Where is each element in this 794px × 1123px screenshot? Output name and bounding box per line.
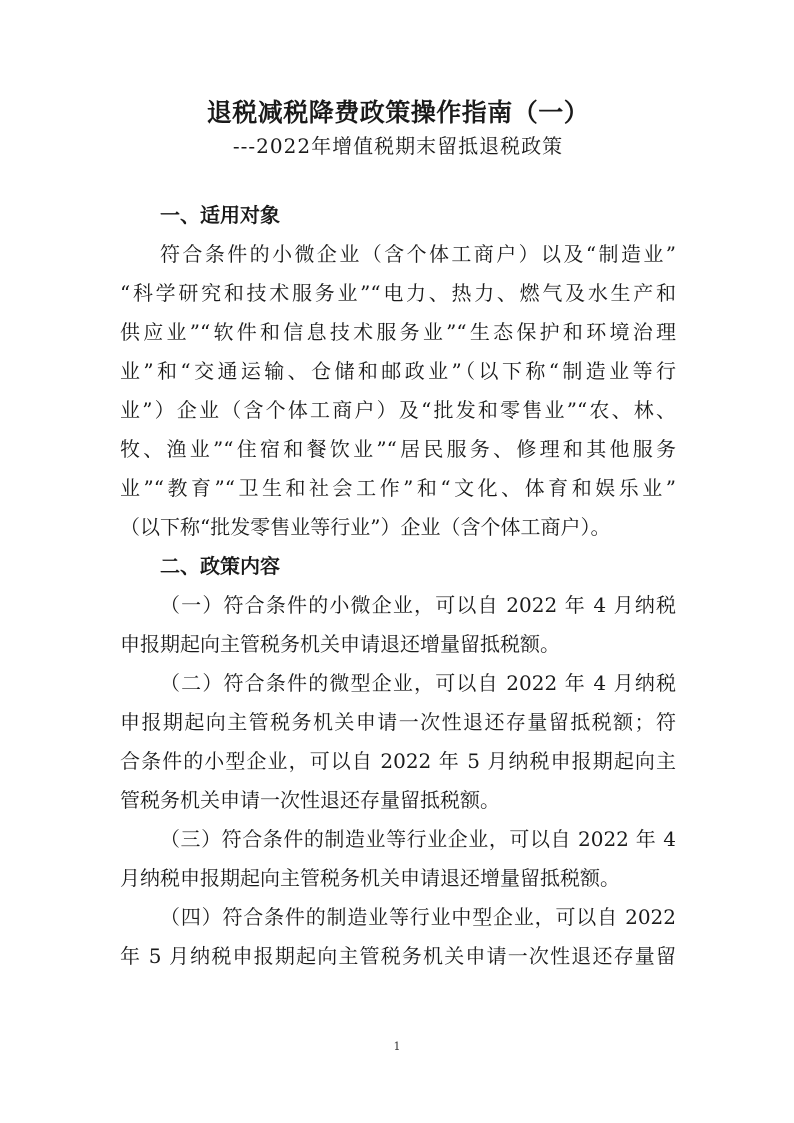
paragraph-line: （以下称“批发零售业等行业”）企业（含个体工商户）。 — [120, 515, 611, 539]
paragraph-line: 供应业”“软件和信息技术服务业”“生态保护和环境治理 — [120, 320, 676, 344]
page-number: 1 — [393, 1040, 401, 1053]
paragraph-line: （三）符合条件的制造业等行业企业，可以自 2022 年 4 — [160, 827, 676, 851]
paragraph-line: 申报期起向主管税务机关申请一次性退还存量留抵税额；符 — [120, 710, 676, 734]
paragraph-line: 符合条件的小微企业（含个体工商户）以及“制造业” — [160, 242, 676, 266]
paragraph-line: 业”“教育”“卫生和社会工作”和“文化、体育和娱乐业” — [120, 476, 676, 500]
paragraph-line: 申报期起向主管税务机关申请退还增量留抵税额。 — [120, 632, 560, 656]
document-body — [120, 196, 676, 976]
paragraph-line: 合条件的小型企业，可以自 2022 年 5 月纳税申报期起向主 — [120, 749, 676, 773]
section-heading-policy-content: 二、政策内容 — [160, 554, 280, 578]
section-heading-applicable-objects: 一、适用对象 — [160, 203, 280, 227]
paragraph-line: 管税务机关申请一次性退还存量留抵税额。 — [120, 788, 500, 812]
document-title: 退税减税降费政策操作指南（一） — [206, 98, 590, 127]
paragraph-line: （二）符合条件的微型企业，可以自 2022 年 4 月纳税 — [160, 671, 676, 695]
paragraph-line: 牧、渔业”“住宿和餐饮业”“居民服务、修理和其他服务 — [120, 437, 676, 461]
paragraph-line: （一）符合条件的小微企业，可以自 2022 年 4 月纳税 — [160, 593, 676, 617]
document-subtitle: ---2022年增值税期末留抵退税政策 — [232, 134, 564, 158]
paragraph-line: 月纳税申报期起向主管税务机关申请退还增量留抵税额。 — [120, 866, 620, 890]
paragraph-line: 业”）企业（含个体工商户）及“批发和零售业”“农、林、 — [120, 398, 676, 422]
paragraph-line: （四）符合条件的制造业等行业中型企业，可以自 2022 — [160, 905, 676, 929]
paragraph-line: “科学研究和技术服务业”“电力、热力、燃气及水生产和 — [120, 281, 676, 305]
paragraph-line: 业”和“交通运输、仓储和邮政业”（以下称“制造业等行 — [120, 359, 676, 383]
paragraph-line: 年 5 月纳税申报期起向主管税务机关申请一次性退还存量留 — [120, 944, 676, 968]
